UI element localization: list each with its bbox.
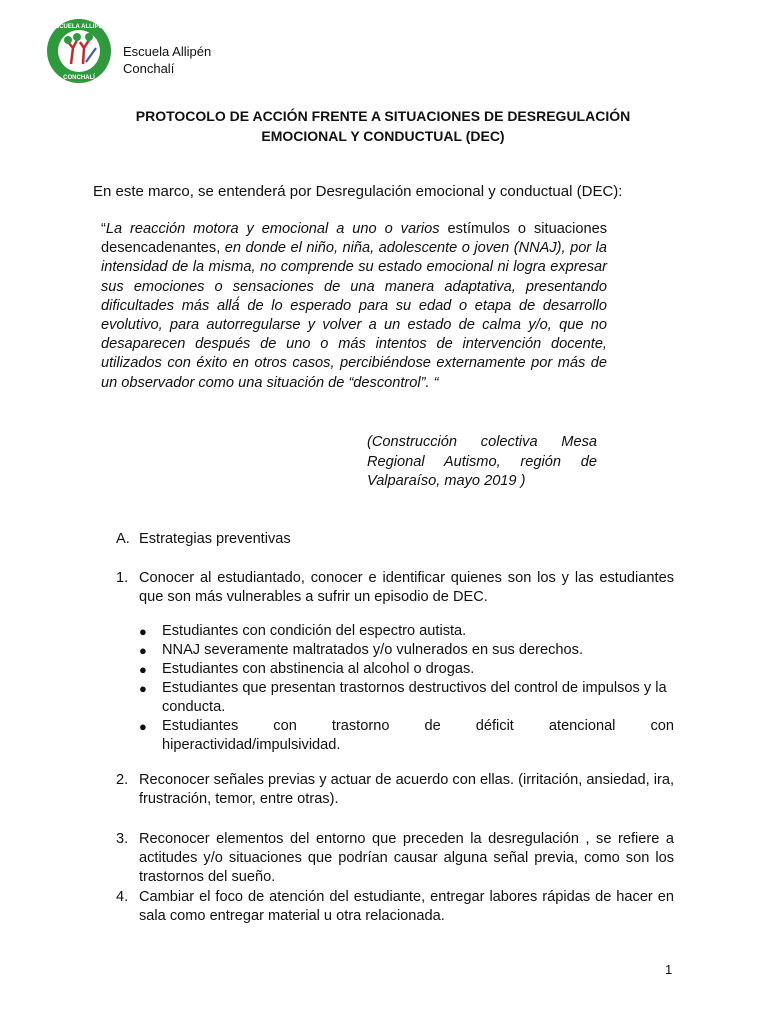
quote-open-mark: “	[101, 221, 106, 237]
quote-part1: La reacción motora y emocional a uno o varios	[105, 221, 440, 237]
item-number: 2.	[116, 772, 129, 788]
page-number: 1	[665, 962, 673, 977]
item-text: Conocer al estudiantado, conocer e identificar quienes son los y las estudiantes que son más vulnerables a sufrir un episodio de DEC.	[139, 570, 674, 605]
list-item	[116, 771, 674, 809]
item-text: Reconocer elementos del entorno que preceden la desregulación , se refiere a actitudes y/o situaciones que podrían causar alguna señal previa, como son los trastornos del sueño.	[139, 831, 674, 885]
bullet-text: Estudiantes con trastorno de déficit atencional con	[162, 718, 674, 734]
bullet-item	[137, 679, 674, 717]
bullet-icon: ●	[139, 624, 147, 639]
bullet-text-continued: hiperactividad/impulsividad.	[162, 737, 341, 753]
bullet-text: NNAJ severamente maltratados y/o vulnerados en sus derechos.	[162, 642, 583, 658]
bullet-icon: ●	[139, 643, 147, 658]
section-a-heading	[116, 530, 291, 549]
school-name-line2: Conchalí	[123, 61, 175, 76]
section-a-label: Estrategias preventivas	[139, 531, 291, 547]
bullet-text: Estudiantes con abstinencia al alcohol o drogas.	[162, 661, 475, 677]
intro-paragraph: En este marco, se entenderá por Desregulación emocional y conductual (DEC):	[93, 183, 623, 200]
document-title	[60, 106, 706, 146]
bullet-item	[137, 717, 674, 755]
school-logo	[46, 18, 112, 84]
list-item	[116, 888, 674, 926]
bullet-item	[137, 660, 674, 679]
logo-text-top: ESCUELA ALLIPÉN	[51, 24, 107, 30]
definition-quote	[101, 220, 607, 393]
bullet-text: Estudiantes con condición del espectro autista.	[162, 623, 467, 639]
bullet-icon: ●	[139, 681, 147, 696]
item-number: 3.	[116, 831, 129, 847]
item-text: Cambiar el foco de atención del estudiante, entregar labores rápidas de hacer en sala como entregar material u otra relacionada.	[139, 889, 674, 924]
item-number: 4.	[116, 889, 129, 905]
school-name-line1: Escuela Allipén	[123, 44, 212, 59]
bullet-item	[137, 622, 674, 641]
title-line1: PROTOCOLO DE ACCIÓN FRENTE A SITUACIONES DE DESREGULACIÓN	[135, 108, 631, 124]
bullet-text: Estudiantes que presentan trastornos destructivos del control de impulsos y la conducta.	[162, 680, 667, 715]
bullet-icon: ●	[139, 662, 147, 677]
bullet-item	[137, 641, 674, 660]
quote-citation: (Construcción colectiva Mesa Regional Autismo, región de Valparaíso, mayo 2019 )	[367, 434, 597, 489]
item-number: 1.	[116, 570, 129, 586]
bullet-icon: ●	[139, 719, 147, 734]
item-text: Reconocer señales previas y actuar de acuerdo con ellas. (irritación, ansiedad, ira, frustración, temor, entre otras).	[139, 772, 674, 807]
title-line2: EMOCIONAL Y CONDUCTUAL (DEC)	[261, 128, 505, 144]
quote-part2: estímulos o situaciones desencadenantes,	[101, 221, 607, 257]
quote-part3: en donde el niño, niña, adolescente o joven (NNAJ), por la intensidad de la misma, no comprende su estado emocional ni logra expresar sus emociones o sensaciones de una manera adaptativa, presentando dificultades más allá́ de lo esperado para su edad o etapa de desarrollo evolutivo, para autorregularse y volver a un estado de calma y/o, que no desaparecen después de uno o más intentos de intervención docente, utilizados con éxito en otros casos, percibiéndose externamente por más de un observador como una situación de “descontrol”. “	[101, 240, 607, 391]
logo-text-bottom: CONCHALÍ	[63, 75, 95, 81]
section-a-marker: A.	[116, 531, 130, 547]
list-item	[116, 830, 674, 887]
list-item	[116, 569, 674, 607]
vulnerable-students-list	[137, 622, 674, 755]
school-name	[123, 43, 211, 77]
